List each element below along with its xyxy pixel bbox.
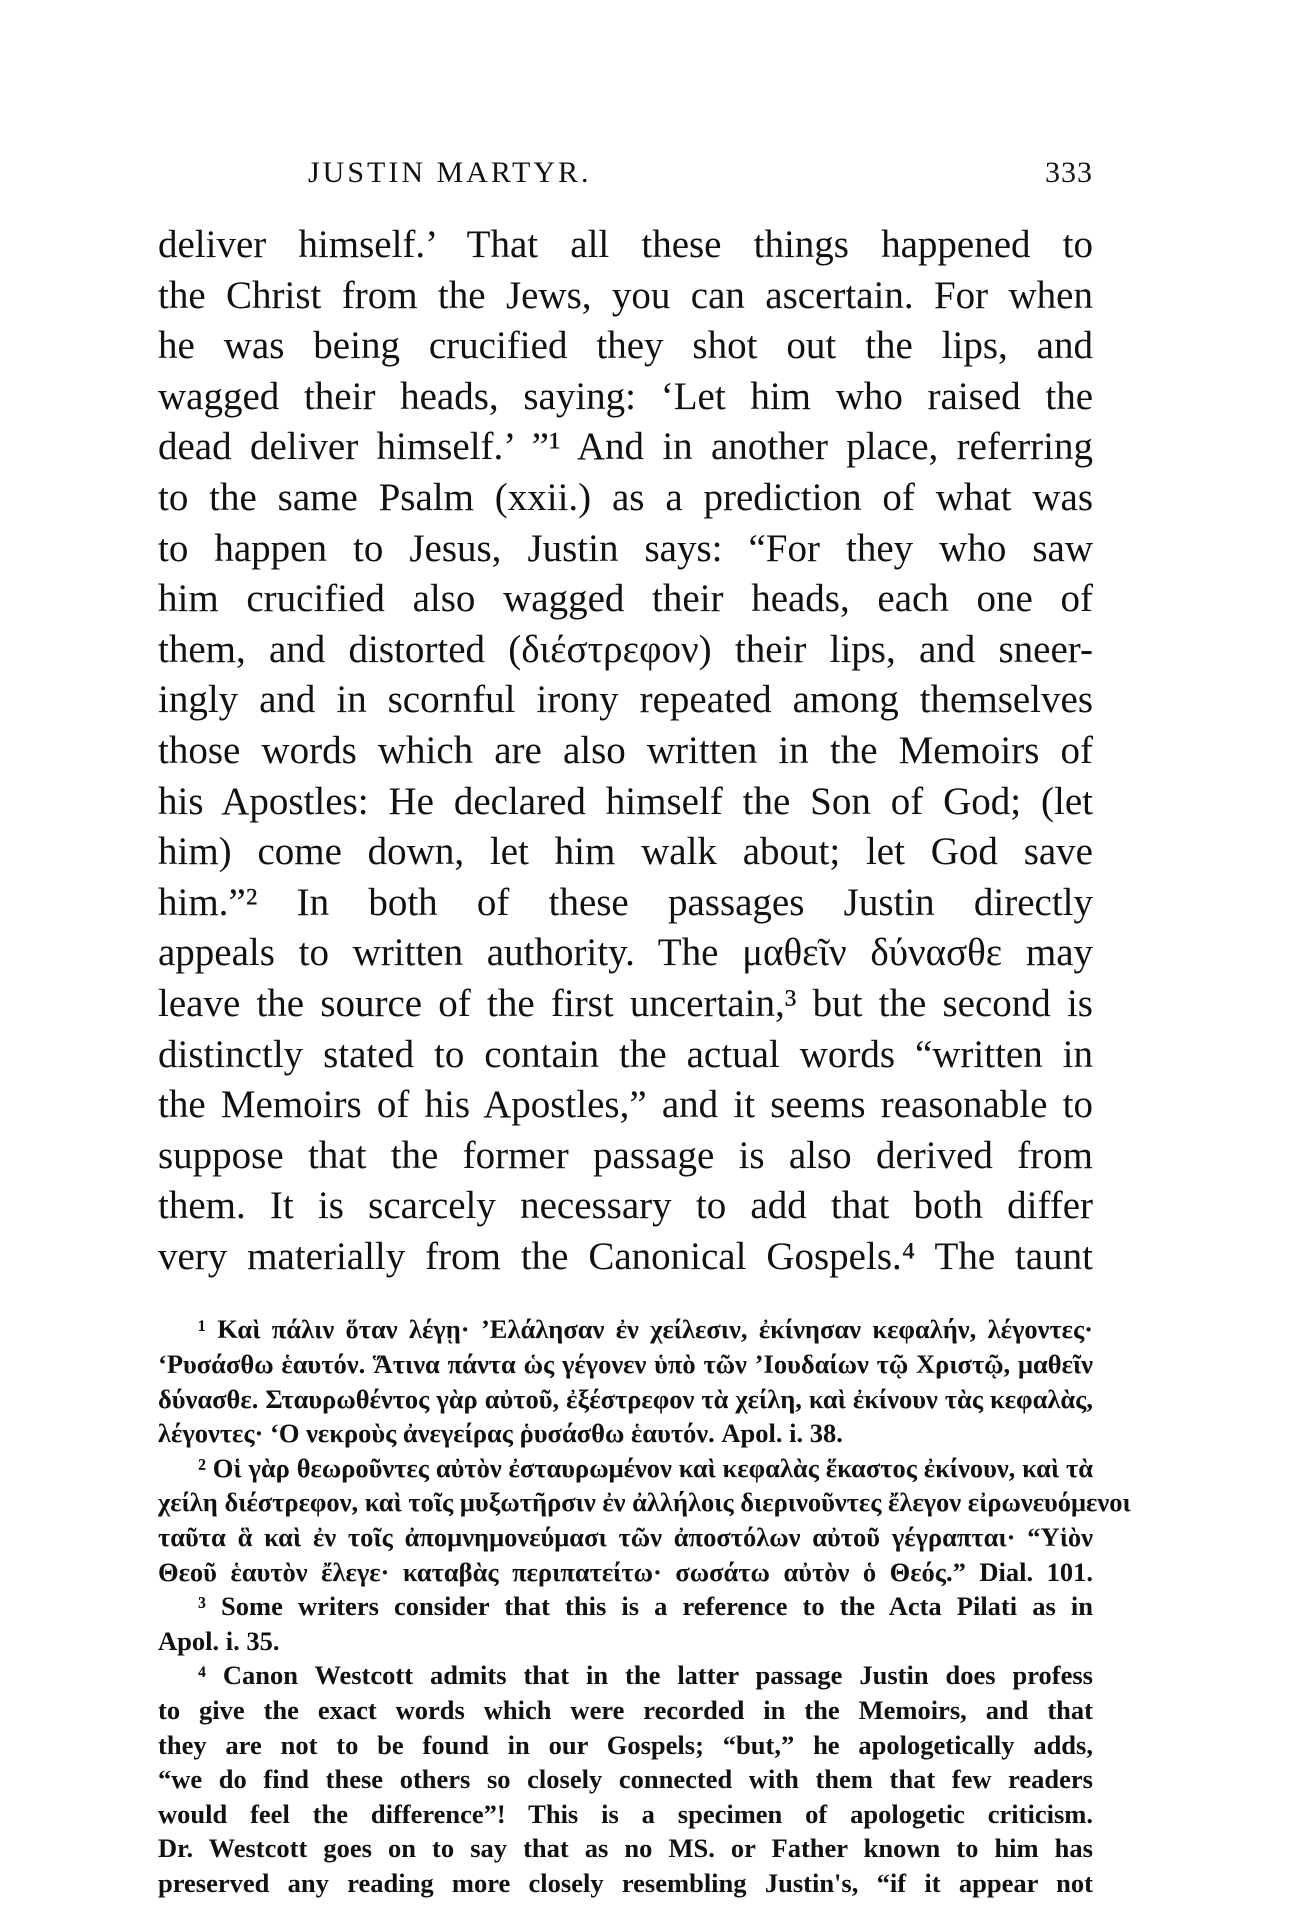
body-line: suppose that the former passage is also derived from <box>158 1133 1093 1177</box>
footnote-line: ² Οἱ γὰρ θεωροῦντες αὐτὸν ἐσταυρωμένον καὶ κεφαλὰς ἕκαστος ἐκίνουν, καὶ τὰ <box>198 1452 1093 1483</box>
body-line: him.”² In both of these passages Justin directly <box>158 880 1093 924</box>
body-line: wagged their heads, saying: ‘Let him who raised the <box>158 374 1093 418</box>
footnote-line: Apol. i. 35. <box>158 1625 280 1656</box>
body-line: them. It is scarcely necessary to add that both differ <box>158 1184 1093 1228</box>
footnote-line: ³ Some writers consider that this is a reference to the Acta Pilati as in <box>198 1591 1093 1622</box>
body-line: him) come down, let him walk about; let God save <box>158 830 1093 874</box>
body-line: appeals to written authority. The μαθεῖν δύνασθε may <box>158 931 1093 975</box>
footnote-line: Dr. Westcott goes on to say that as no MS. or Father known to him has <box>158 1833 1093 1864</box>
footnote-line: λέγοντες· ‘Ο νεκροὺς ἀνεγείρας ῥυσάσθω ἑαυτόν. Apol. i. 38. <box>158 1418 843 1449</box>
body-text <box>158 220 1093 1282</box>
body-line: the Christ from the Jews, you can ascertain. For when <box>158 273 1093 317</box>
footnote-line: ⁴ Canon Westcott admits that in the latter passage Justin does profess <box>198 1660 1093 1691</box>
footnote-line: “we do find these others so closely connected with them that few readers <box>158 1764 1093 1795</box>
page-number: 333 <box>1045 156 1093 189</box>
body-line: he was being crucified they shot out the lips, and <box>158 324 1093 368</box>
body-line: to the same Psalm (xxii.) as a prediction of what was <box>158 475 1093 519</box>
body-line: the Memoirs of his Apostles,” and it seems reasonable to <box>158 1083 1093 1127</box>
body-line: to happen to Jesus, Justin says: “For they who saw <box>158 526 1093 570</box>
body-line: ingly and in scornful irony repeated among themselves <box>158 678 1093 722</box>
body-line: those words which are also written in the Memoirs of <box>158 728 1093 772</box>
footnotes <box>158 1312 1131 1900</box>
body-line: them, and distorted (διέστρεφον) their lips, and sneer- <box>158 627 1093 671</box>
footnote-4 <box>158 1658 1093 1900</box>
footnote-line: χείλη διέστρεφον, καὶ τοῖς μυξωτῆρσιν ἐν ἀλλήλοις διερινοῦντες ἔλεγον εἰρωνευόμενοι <box>158 1487 1131 1518</box>
footnote-3 <box>158 1589 1093 1658</box>
footnote-2 <box>158 1451 1131 1589</box>
footnote-line: to give the exact words which were recorded in the Memoirs, and that <box>158 1695 1093 1725</box>
body-line: him crucified also wagged their heads, each one of <box>158 577 1093 621</box>
body-line: dead deliver himself.’ ”¹ And in another place, referring <box>158 425 1093 469</box>
footnote-line: ταῦτα ἃ καὶ ἐν τοῖς ἀπομνημονεύμασι τῶν ἀποστόλων αὐτοῦ γέγραπται· “Υἱὸν <box>158 1522 1093 1553</box>
body-line: his Apostles: He declared himself the Son of God; (let <box>158 779 1093 823</box>
page-header <box>158 150 1093 190</box>
footnote-line: they are not to be found in our Gospels; “but,” he apologetically adds, <box>158 1729 1093 1760</box>
body-line: deliver himself.’ That all these things happened to <box>158 223 1093 266</box>
running-title: JUSTIN MARTYR. <box>308 156 592 189</box>
footnote-line: preserved any reading more closely resembling Justin's, “if it appear not <box>158 1867 1093 1898</box>
body-line: very materially from the Canonical Gospels.⁴ The taunt <box>158 1234 1093 1278</box>
body-line: leave the source of the first uncertain,³ but the second is <box>158 981 1093 1025</box>
footnote-line: ‘Ρυσάσθω ἑαυτόν. Ἅτινα πάντα ὡς γέγονεν ὑπὸ τῶν ’Ιουδαίων τῷ Χριστῷ, μαθεῖν <box>158 1349 1093 1380</box>
footnote-line: ¹ Καὶ πάλιν ὅταν λέγῃ· ’Ελάλησαν ἐν χείλεσιν, ἐκίνησαν κεφαλήν, λέγοντες· <box>198 1314 1093 1345</box>
book-page <box>158 150 1131 1901</box>
footnote-line: δύνασθε. Σταυρωθέντος γὰρ αὐτοῦ, ἐξέστρεφον τὰ χείλη, καὶ ἐκίνουν τὰς κεφαλὰς, <box>158 1383 1093 1414</box>
footnote-line: Θεοῦ ἑαυτὸν ἔλεγε· καταβὰς περιπατείτω· σωσάτω αὐτὸν ὁ Θεός.” Dial. 101. <box>158 1556 1093 1587</box>
body-line: distinctly stated to contain the actual words “written in <box>158 1032 1093 1076</box>
footnote-1 <box>158 1312 1093 1450</box>
footnote-line: would feel the difference”! This is a specimen of apologetic criticism. <box>158 1798 1093 1829</box>
